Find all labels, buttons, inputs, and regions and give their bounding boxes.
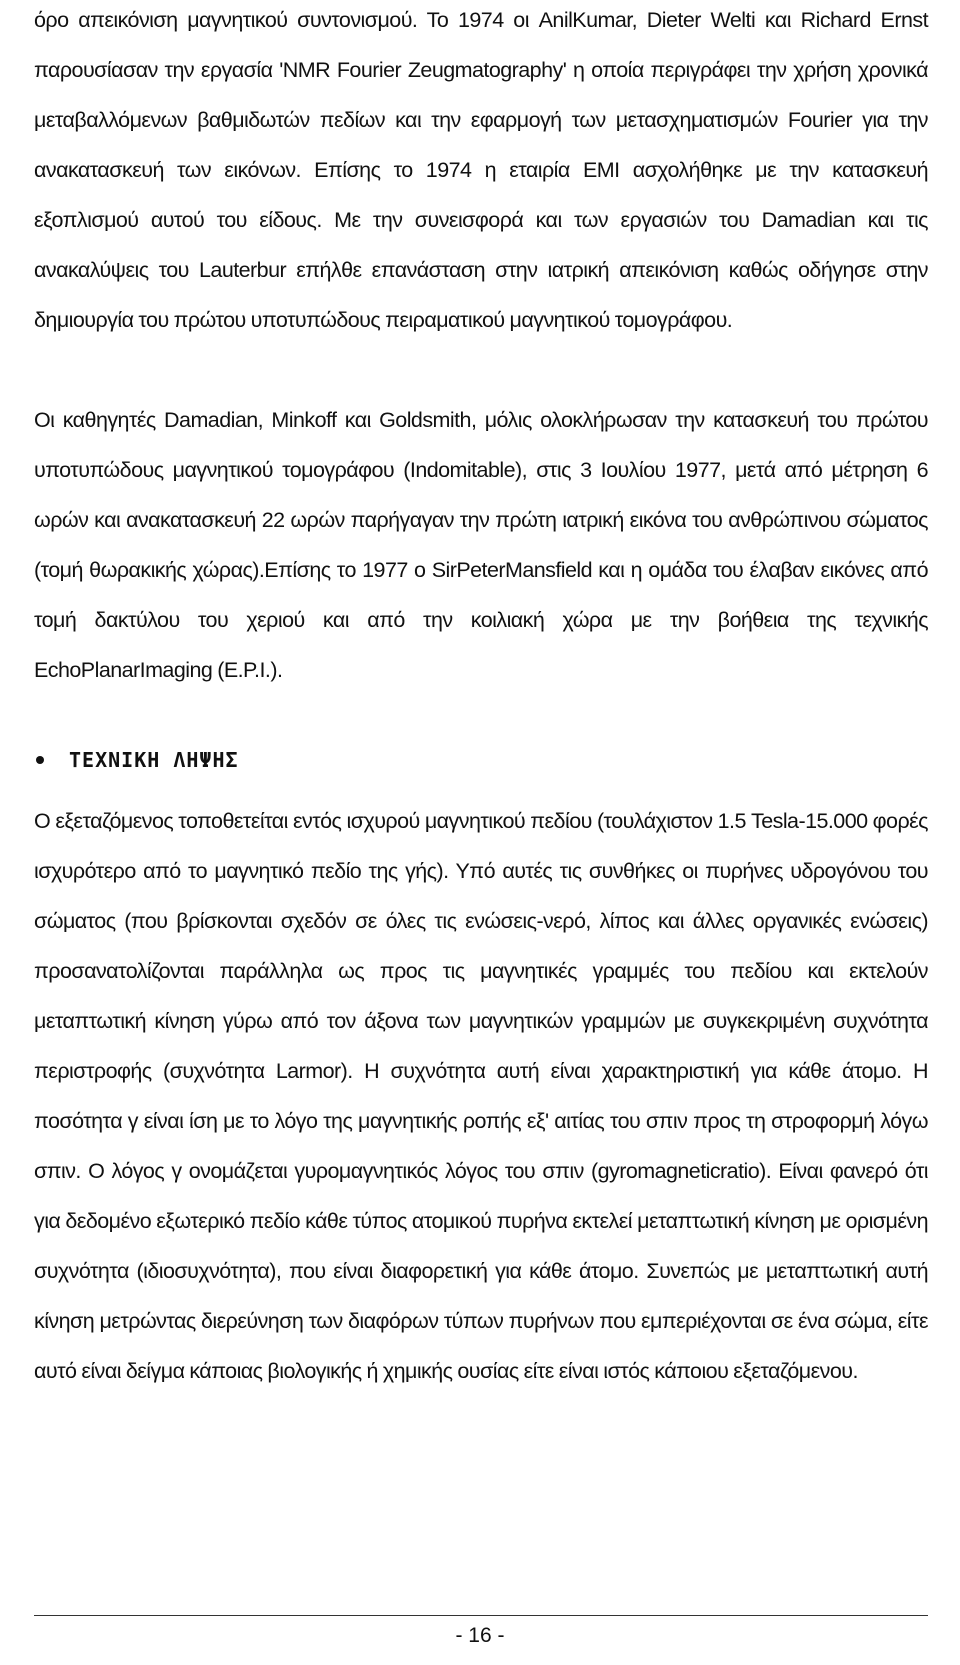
footer-divider — [34, 1615, 928, 1616]
paragraph-acquisition-technique: Ο εξεταζόμενος τοποθετείται εντός ισχυρού μαγνητικού πεδίου (τουλάχιστον 1.5 Tesla-15.000 φορές ισχυρότερο από το μαγνητικό πεδίο της γής). Υπό αυτές τις συνθήκες οι πυρήνες υδρογόνου του σώματος (που βρίσκονται σχεδόν σε όλες τις ενώσεις-νερό, λίπος και άλλες οργανικές ενώσεις) προσανατολίζονται παράλληλα ως προς τις μαγνητικές γραμμές του πεδίου και εκτελούν μεταπτωτική κίνηση γύρω από τον άξονα των μαγνητικών γραμμών με συγκεκριμένη συχνότητα περιστροφής (συχνότητα Larmor). Η συχνότητα αυτή είναι χαρακτηριστική για κάθε άτομο. Η ποσότητα γ είναι ίση με το λόγο της μαγνητικής ροπής εξ' αιτίας του σπιν προς τη στροφορμή λόγω σπιν. Ο λόγος γ ονομάζεται γυρομαγνητικός λόγος του σπιν (gyromagneticratio). Είναι φανερό ότι για δεδομένο εξωτερικό πεδίο κάθε τύπος ατομικού πυρήνα εκτελεί μεταπτωτική κίνηση με ορισμένη συχνότητα (ιδιοσυχνότητα), που είναι διαφορετική για κάθε άτομο. Συνεπώς με μεταπτωτική αυτή κίνηση μετρώντας διερεύνηση των διαφόρων τύπων πυρήνων που εμπεριέχονται σε ένα σώμα, είτε αυτό είναι δείγμα κάποιας βιολογικής ή χημικής ουσίας είτε είναι ιστός κάποιου εξεταζόμενου. — [34, 809, 928, 1383]
paragraph-first-mri-scanner: Οι καθηγητές Damadian, Minkoff και Goldsmith, μόλις ολοκλήρωσαν την κατασκευή του πρώτου υποτυπώδους μαγνητικού τομογράφου (Indomitable), στις 3 Ιουλίου 1977, μετά από μέτρηση 6 ωρών και ανακατασκευή 22 ωρών παρήγαγαν την πρώτη ιατρική εικόνα του ανθρώπινου σώματος (τομή θωρακικής χώρας).Επίσης το 1977 ο SirPeterMansfield και η ομάδα του έλαβαν εικόνες από τομή δακτύλου του χεριού και από την κοιλιακή χώρα με την βοήθεια της τεχνικής EchoPlanarImaging (E.P.I.). — [34, 408, 928, 682]
bullet-icon — [36, 756, 44, 764]
section-heading-text: ΤΕΧΝΙΚΗ ΛΗΨΗΣ — [69, 748, 239, 772]
paragraph-mri-history: όρο απεικόνιση μαγνητικού συντονισμού. Το 1974 οι AnilKumar, Dieter Welti και Richard Ernst παρουσίασαν την εργασία 'NMR Fourier Zeugmatography' η οποία περιγράφει την χρήση χρονικά μεταβαλλόμενων βαθμιδωτών πεδίων και την εφαρμογή των μετασχηματισμών Fourier για την ανακατασκευή των εικόνων. Επίσης το 1974 η εταιρία EMI ασχολήθηκε με την κατασκευή εξοπλισμού αυτού του είδους. Με την συνεισφορά και των εργασιών του Damadian και τις ανακαλύψεις του Lauterbur επήλθε επανάσταση στην ιατρική απεικόνιση καθώς οδήγησε στην δημιουργία του πρώτου υποτυπώδους πειραματικού μαγνητικού τομογράφου. — [34, 8, 928, 332]
section-heading — [34, 740, 239, 780]
page-number: - 16 - — [455, 1624, 505, 1647]
